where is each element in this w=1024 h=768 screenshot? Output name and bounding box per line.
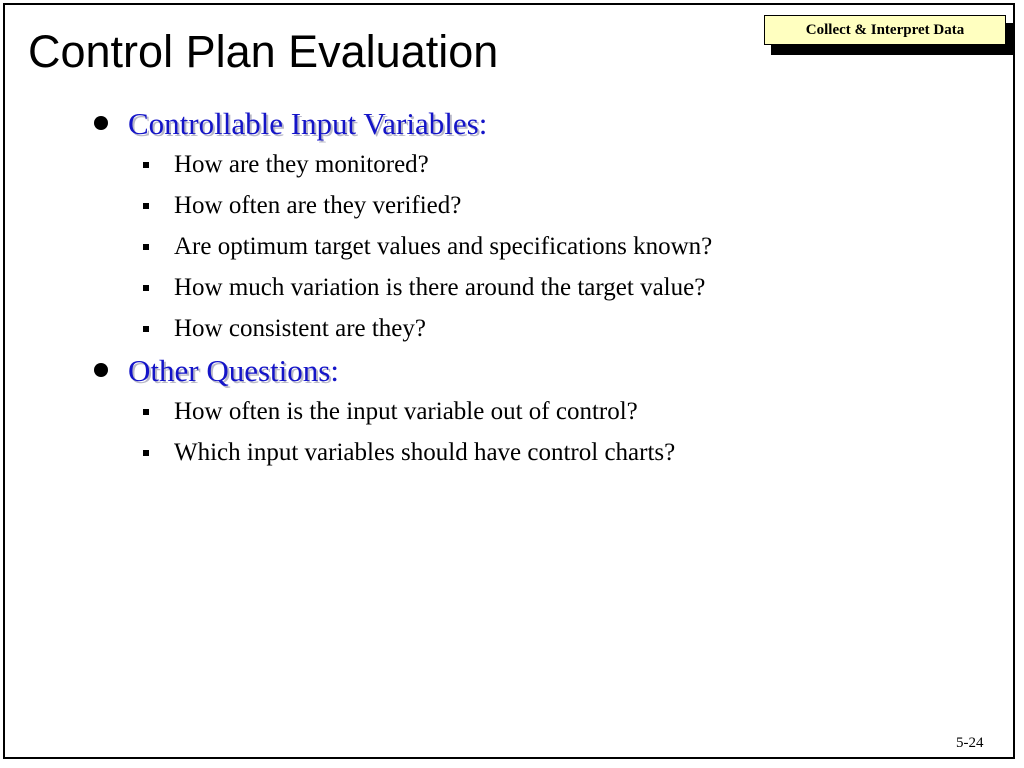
filled-circle-bullet-icon bbox=[94, 363, 108, 377]
heading-colon: : bbox=[478, 106, 488, 141]
level2-bullet bbox=[0, 309, 1000, 350]
section-tag: Collect & Interpret Data bbox=[764, 15, 1006, 45]
bullet-list bbox=[0, 103, 1000, 474]
level2-bullet-text: How consistent are they? bbox=[174, 315, 427, 342]
level1-bullet-text bbox=[128, 103, 487, 145]
square-bullet-icon bbox=[143, 409, 149, 415]
page-number: 5-24 bbox=[956, 735, 984, 751]
bullet-group-other-questions bbox=[0, 350, 1000, 474]
level2-bullet bbox=[0, 433, 1000, 474]
square-bullet-icon bbox=[143, 326, 149, 332]
square-bullet-icon bbox=[143, 244, 149, 250]
level2-bullet-text: Are optimum target values and specifications known? bbox=[174, 233, 713, 260]
level2-bullet-text: How much variation is there around the target value? bbox=[174, 274, 706, 301]
square-bullet-icon bbox=[143, 162, 149, 168]
filled-circle-bullet-icon bbox=[94, 116, 108, 130]
bullet-group-controllable-input-variables bbox=[0, 103, 1000, 350]
level1-bullet bbox=[0, 103, 1000, 145]
bullet-heading: Controllable Input Variables bbox=[128, 106, 479, 141]
square-bullet-icon bbox=[143, 203, 149, 209]
square-bullet-icon bbox=[143, 450, 149, 456]
level2-bullet bbox=[0, 227, 1000, 268]
level2-bullet bbox=[0, 186, 1000, 227]
level2-bullet-text: Which input variables should have control charts? bbox=[174, 439, 676, 466]
level2-bullet-text: How often are they verified? bbox=[174, 192, 462, 219]
level2-bullet bbox=[0, 145, 1000, 186]
bullet-heading: Other Questions bbox=[128, 353, 331, 388]
level2-bullet bbox=[0, 392, 1000, 433]
level2-bullet-text: How often is the input variable out of control? bbox=[174, 398, 638, 425]
square-bullet-icon bbox=[143, 285, 149, 291]
slide-title: Control Plan Evaluation bbox=[28, 26, 499, 77]
level2-bullet bbox=[0, 268, 1000, 309]
level1-bullet bbox=[0, 350, 1000, 392]
level2-bullet-text: How are they monitored? bbox=[174, 151, 429, 178]
level1-bullet-text bbox=[128, 350, 339, 392]
heading-colon: : bbox=[330, 353, 339, 388]
